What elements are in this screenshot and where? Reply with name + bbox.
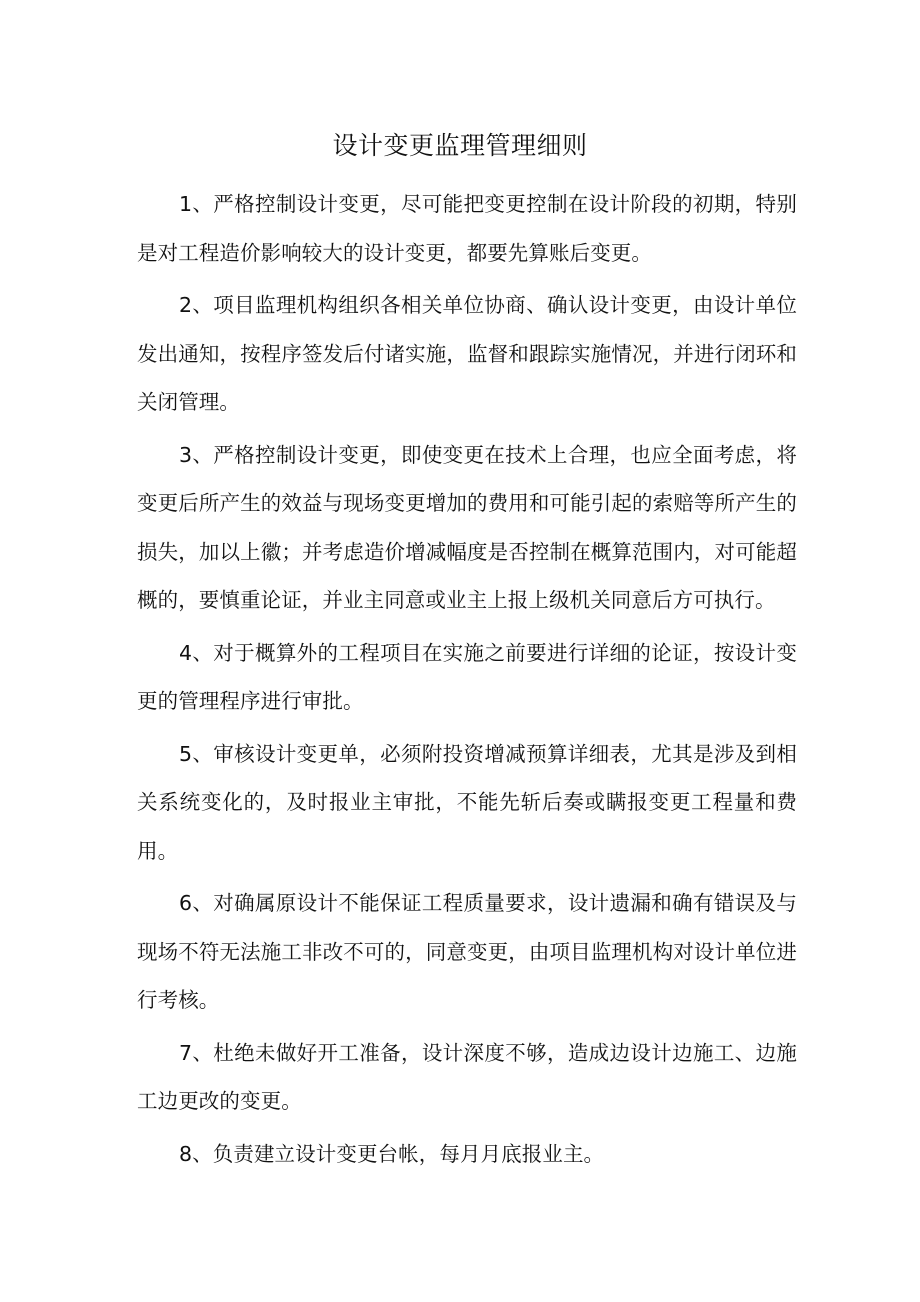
- paragraph-2: 2、项目监理机构组织各相关单位协商、确认设计变更，由设计单位发出通知，按程序签发后付诸实施，监督和跟踪实施情况，并进行闭环和关闭管理。: [137, 293, 797, 414]
- document-title: 设计变更监理管理细则: [332, 131, 588, 160]
- paragraph-3: 3、严格控制设计变更，即使变更在技术上合理，也应全面考虑，将变更后所产生的效益与现场变更增加的费用和可能引起的索赔等所产生的损失，加以上徽；并考虑造价增减幅度是否控制在概算范围内，对可能超概的，要慎重论证，并业主同意或业主上报上级机关同意后方可执行。: [137, 442, 797, 612]
- paragraph-6: 6、对确属原设计不能保证工程质量要求，设计遗漏和确有错误及与现场不符无法施工非改不可的，同意变更，由项目监理机构对设计单位进行考核。: [137, 891, 797, 1012]
- paragraph-1: 1、严格控制设计变更，尽可能把变更控制在设计阶段的初期，特别是对工程造价影响较大的设计变更，都要先算账后变更。: [137, 192, 797, 265]
- document-body: [137, 180, 797, 1182]
- paragraph-5: 5、审核设计变更单，必须附投资增减预算详细表，尤其是涉及到相关系统变化的，及时报业主审批，不能先斩后奏或瞒报变更工程量和费用。: [137, 741, 797, 863]
- paragraph-8: 8、负责建立设计变更台帐，每月月底报业主。: [179, 1141, 605, 1166]
- paragraph-7: 7、杜绝未做好开工准备，设计深度不够，造成边设计边施工、边施工边更改的变更。: [137, 1040, 797, 1113]
- paragraph-4: 4、对于概算外的工程项目在实施之前要进行详细的论证，按设计变更的管理程序进行审批。: [137, 640, 797, 713]
